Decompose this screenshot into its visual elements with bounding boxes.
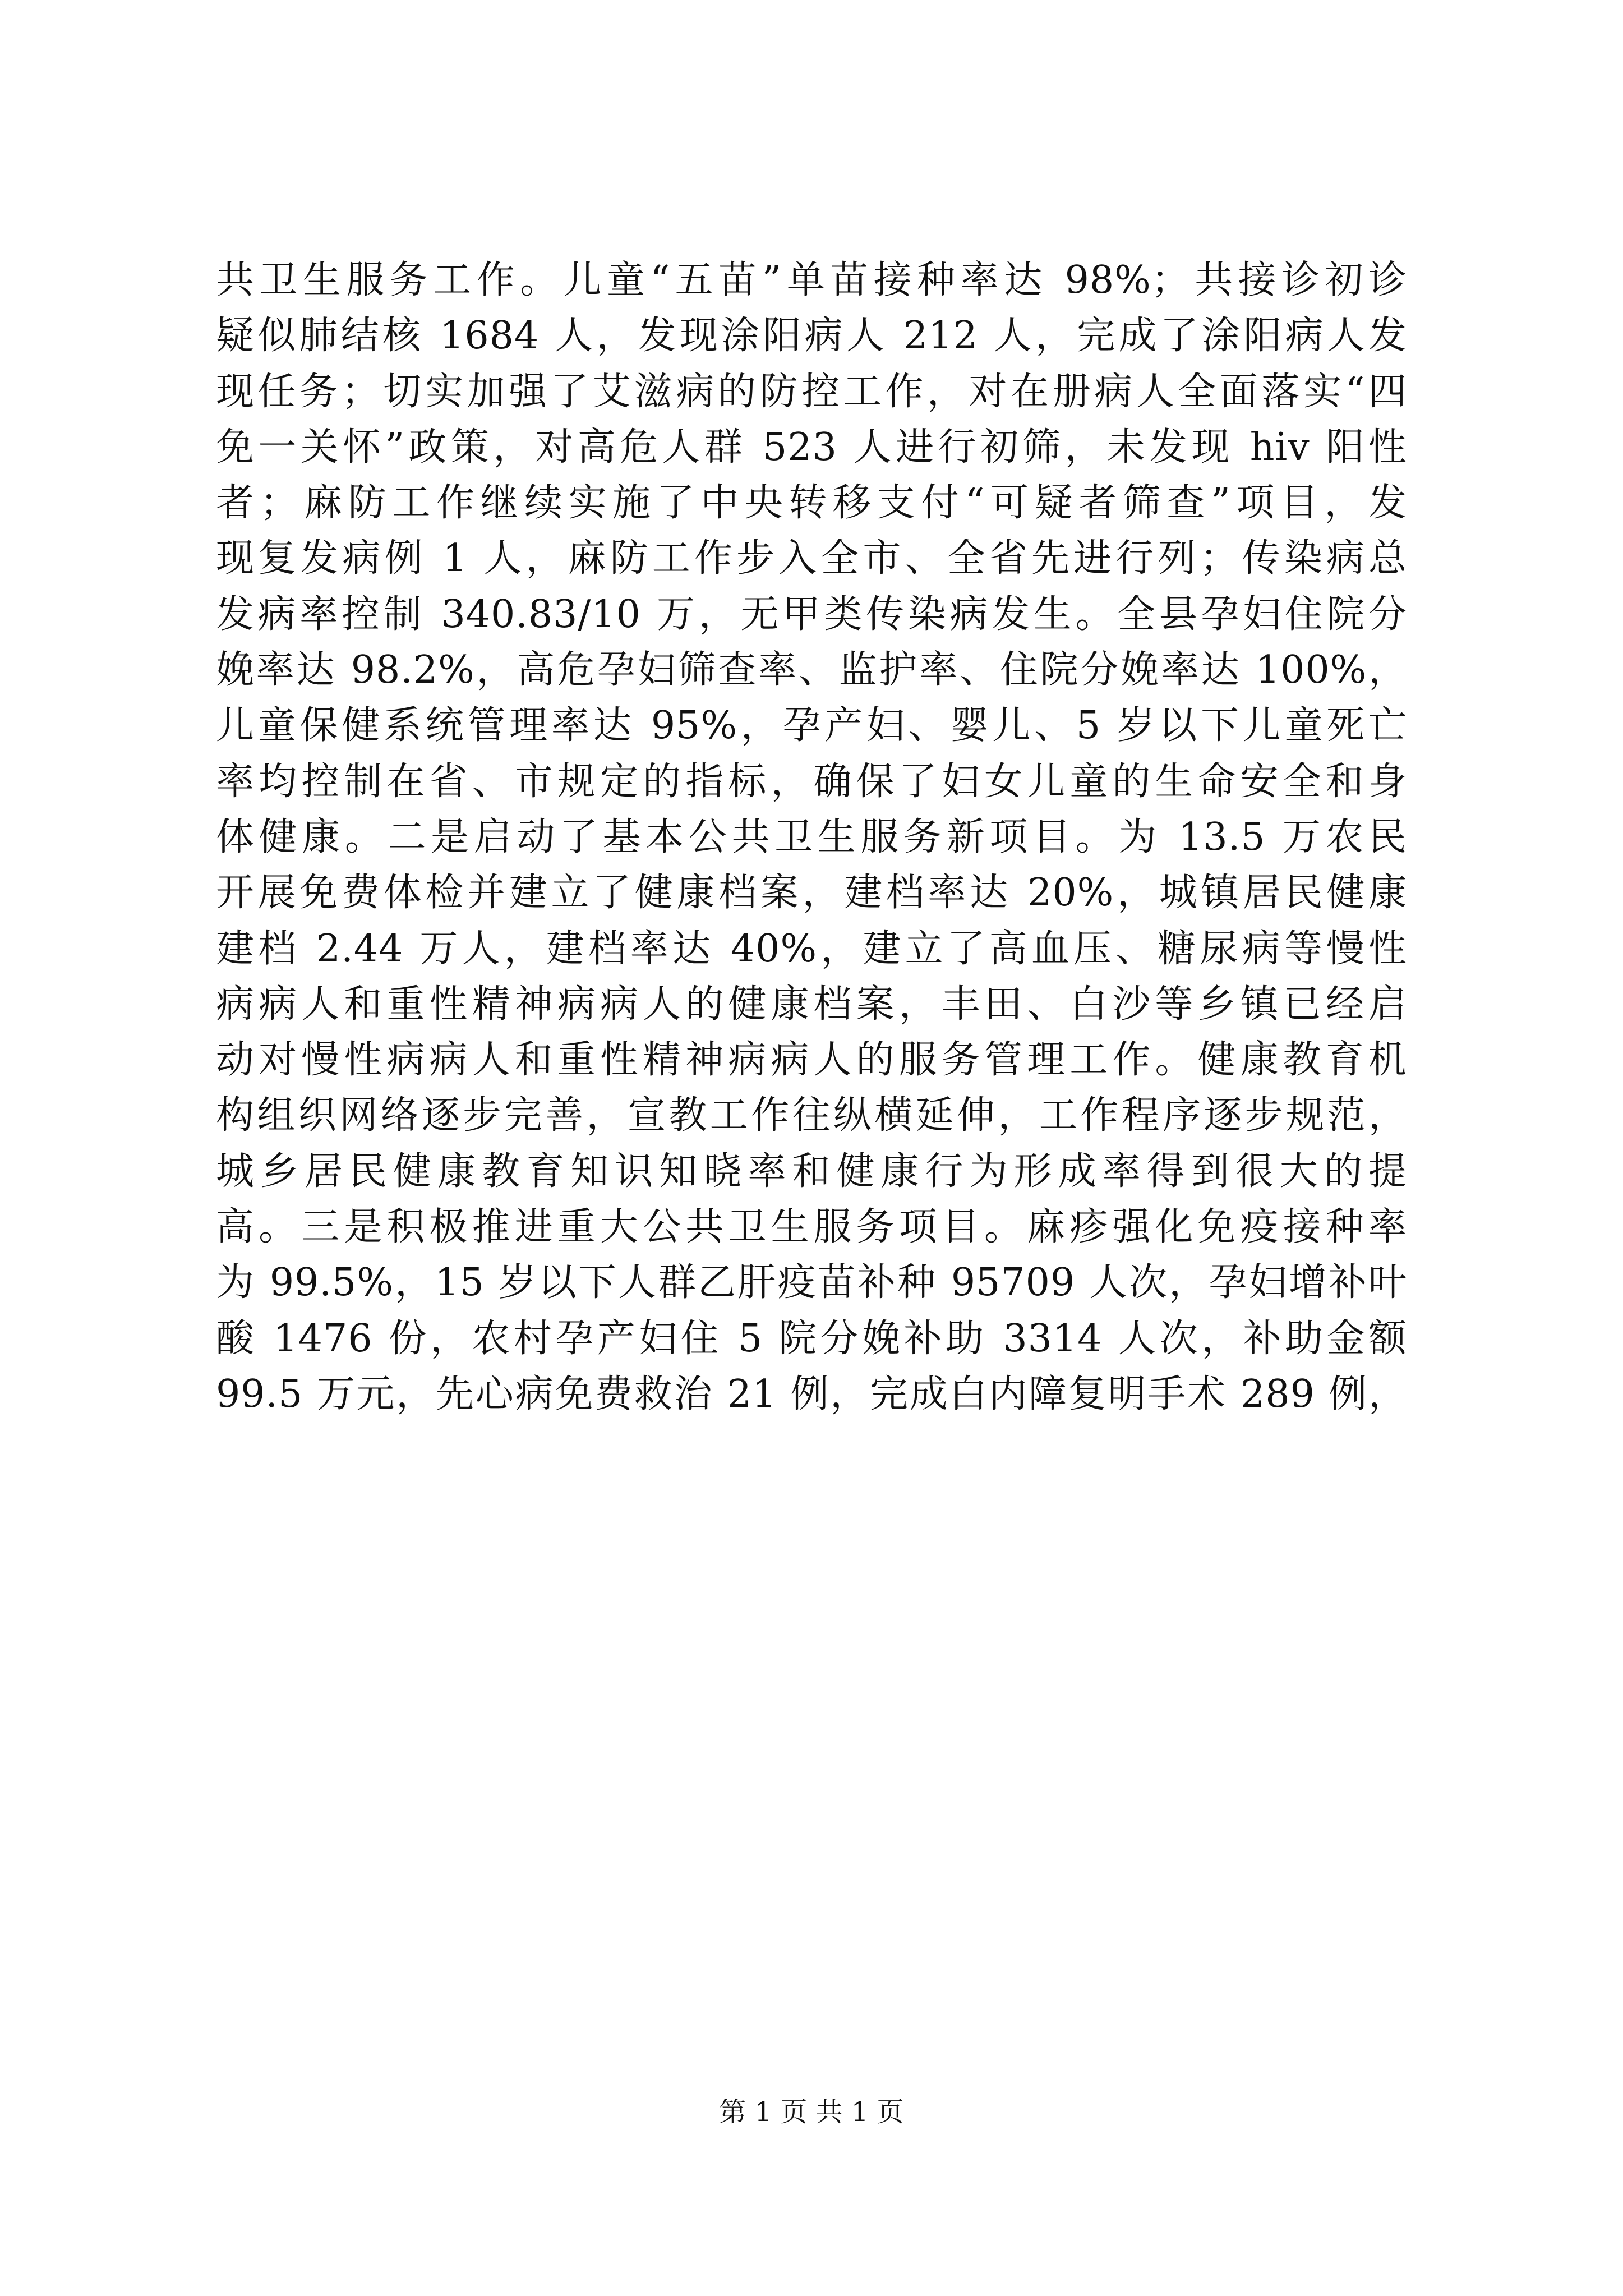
text-line: 为 99.5%，15 岁以下人群乙肝疫苗补种 95709 人次，孕妇增补叶 — [216, 1260, 1407, 1305]
text-line: 发病率控制 340.83/10 万，无甲类传染病发生。全县孕妇住院分 — [216, 592, 1407, 637]
text-line: 开展免费体检并建立了健康档案，建档率达 20%，城镇居民健康 — [216, 871, 1407, 915]
text-line: 率均控制在省、市规定的指标，确保了妇女儿童的生命安全和身 — [216, 759, 1407, 804]
page-footer — [0, 2095, 1623, 2129]
text-line: 酸 1476 份，农村孕产妇住 5 院分娩补助 3314 人次，补助金额 — [216, 1316, 1407, 1361]
text-line: 娩率达 98.2%，高危孕妇筛查率、监护率、住院分娩率达 100%， — [216, 648, 1407, 693]
text-line: 99.5 万元，先心病免费救治 21 例，完成白内障复明手术 289 例， — [216, 1372, 1407, 1416]
text-line: 共卫生服务工作。儿童“五苗”单苗接种率达 98%；共接诊初诊 — [216, 258, 1407, 302]
text-line: 免一关怀”政策，对高危人群 523 人进行初筛，未发现 hiv 阳性 — [216, 425, 1407, 470]
text-line: 动对慢性病病人和重性精神病病人的服务管理工作。健康教育机 — [216, 1038, 1407, 1083]
page-number: 第 1 页 共 1 页 — [719, 2096, 904, 2128]
text-line: 疑似肺结核 1684 人，发现涂阳病人 212 人，完成了涂阳病人发 — [216, 314, 1407, 358]
text-line: 现复发病例 1 人，麻防工作步入全市、全省先进行列；传染病总 — [216, 536, 1407, 581]
text-line: 建档 2.44 万人，建档率达 40%，建立了高血压、糖尿病等慢性 — [216, 926, 1407, 971]
text-line: 构组织网络逐步完善，宣教工作往纵横延伸，工作程序逐步规范， — [216, 1093, 1407, 1138]
text-line: 现任务；切实加强了艾滋病的防控工作，对在册病人全面落实“四 — [216, 369, 1407, 414]
text-line: 体健康。二是启动了基本公共卫生服务新项目。为 13.5 万农民 — [216, 815, 1407, 859]
text-line: 病病人和重性精神病病人的健康档案，丰田、白沙等乡镇已经启 — [216, 982, 1407, 1027]
text-line: 儿童保健系统管理率达 95%，孕产妇、婴儿、5 岁以下儿童死亡 — [216, 703, 1407, 748]
text-line: 者；麻防工作继续实施了中央转移支付“可疑者筛查”项目，发 — [216, 481, 1407, 526]
text-line: 高。三是积极推进重大公共卫生服务项目。麻疹强化免疫接种率 — [216, 1205, 1407, 1250]
body-text — [216, 252, 1407, 1422]
text-line: 城乡居民健康教育知识知晓率和健康行为形成率得到很大的提 — [216, 1149, 1407, 1194]
